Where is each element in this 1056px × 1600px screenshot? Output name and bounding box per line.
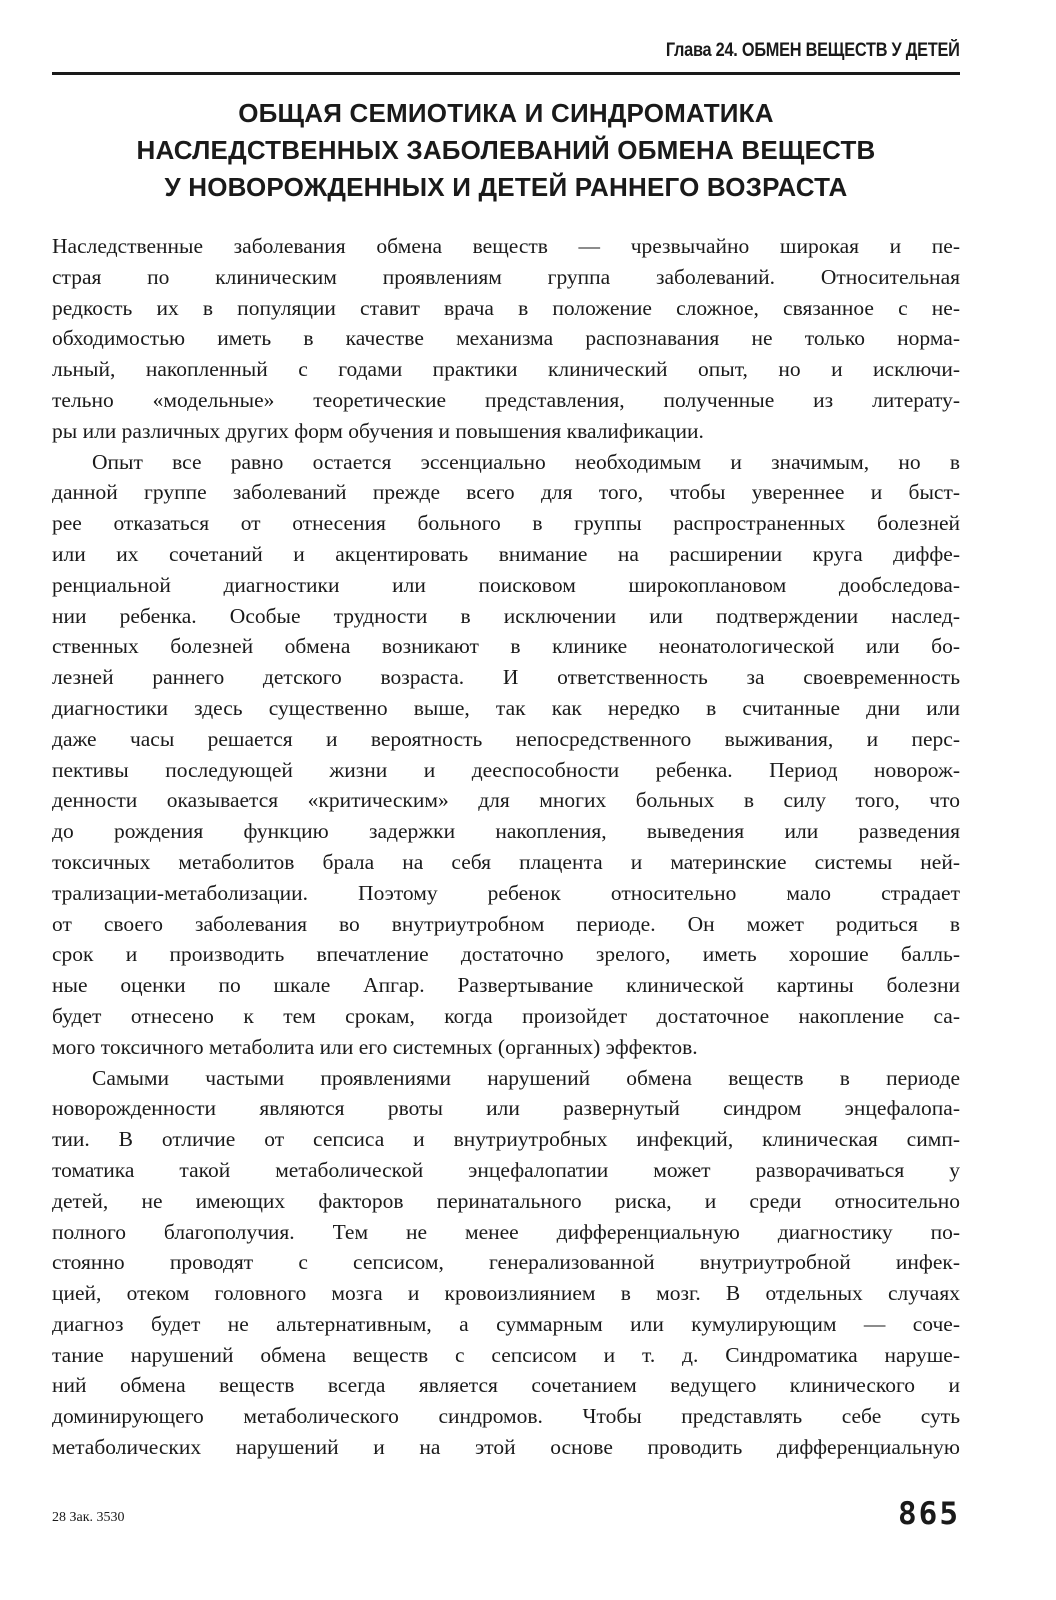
- text-line: данной группе заболеваний прежде всего для того, чтобы увереннее и быст-: [52, 480, 960, 505]
- text-line: даже часы решается и вероятность непосредственного выживания, и перс-: [52, 726, 960, 751]
- book-page: [52, 0, 960, 1600]
- text-line: Наследственные заболевания обмена веществ — чрезвычайно широкая и пе-: [52, 234, 960, 258]
- text-line: рее отказаться от отнесения больного в группы распространенных болезней: [52, 511, 960, 536]
- paragraph: [52, 1063, 960, 1463]
- text-line: мого токсичного метаболита или его системных (органных) эффектов.: [52, 1034, 698, 1059]
- text-line: тии. В отличие от сепсиса и внутриутробных инфекций, клиническая симп-: [52, 1127, 960, 1152]
- section-title: [52, 95, 960, 206]
- text-line: пективы последующей жизни и дееспособности ребенка. Период новорож-: [52, 757, 960, 782]
- signature-mark: 28 Зак. 3530: [52, 1510, 125, 1525]
- text-line: доминирующего метаболического синдромов. Чтобы представлять себе суть: [52, 1404, 960, 1429]
- text-line: тельно «модельные» теоретические представления, полученные из литерату-: [52, 387, 960, 412]
- text-line: срок и производить впечатление достаточно зрелого, иметь хорошие балль-: [52, 942, 960, 967]
- text-line: токсичных метаболитов брала на себя плацента и материнские системы ней-: [52, 849, 960, 874]
- text-line: денности оказывается «критическим» для многих больных в силу того, что: [52, 788, 960, 813]
- header-rule: [52, 72, 960, 75]
- text-line: ные оценки по шкале Апгар. Развертывание клинической картины болезни: [52, 973, 960, 998]
- text-line: томатика такой метаболической энцефалопатии может разворачиваться у: [52, 1157, 960, 1182]
- text-line: нии ребенка. Особые трудности в исключении или подтверждении наслед-: [52, 603, 960, 628]
- running-head: Глава 24. ОБМЕН ВЕЩЕСТВ У ДЕТЕЙ: [666, 40, 960, 61]
- section-title-line: У НОВОРОЖДЕННЫХ И ДЕТЕЙ РАННЕГО ВОЗРАСТА: [164, 172, 848, 202]
- text-line: будет отнесено к тем срокам, когда произойдет достаточное накопление са-: [52, 1003, 960, 1028]
- section-title-line: НАСЛЕДСТВЕННЫХ ЗАБОЛЕВАНИЙ ОБМЕНА ВЕЩЕСТВ: [136, 135, 876, 165]
- text-line: диагноз будет не альтернативным, а суммарным или кумулирующим — соче-: [52, 1311, 960, 1336]
- text-line: ры или различных других форм обучения и повышения квалификации.: [52, 418, 704, 443]
- text-line: Самыми частыми проявлениями нарушений обмена веществ в периоде: [92, 1065, 960, 1090]
- text-line: новорожденности являются рвоты или развернутый синдром энцефалопа-: [52, 1096, 960, 1121]
- page-number: 865: [898, 1496, 960, 1532]
- text-line: страя по клиническим проявлениям группа заболеваний. Относительная: [52, 264, 960, 289]
- text-line: или их сочетаний и акцентировать внимание на расширении круга диффе-: [52, 541, 960, 566]
- text-line: диагностики здесь существенно выше, так как нередко в считанные дни или: [52, 695, 960, 720]
- paragraph: [52, 231, 960, 447]
- section-title-line: ОБЩАЯ СЕМИОТИКА И СИНДРОМАТИКА: [238, 98, 774, 128]
- text-line: ренциальной диагностики или поисковом широкоплановом дообследова-: [52, 572, 960, 597]
- paragraph: [52, 447, 960, 1063]
- text-line: редкость их в популяции ставит врача в положение сложное, связанное с не-: [52, 295, 960, 320]
- text-line: тание нарушений обмена веществ с сепсисом и т. д. Синдроматика наруше-: [52, 1342, 960, 1367]
- text-line: обходимостью иметь в качестве механизма распознавания не только норма-: [52, 326, 960, 351]
- text-line: от своего заболевания во внутриутробном периоде. Он может родиться в: [52, 911, 960, 936]
- text-line: ний обмена веществ всегда является сочетанием ведущего клинического и: [52, 1373, 960, 1398]
- text-line: льный, накопленный с годами практики клинический опыт, но и исключи-: [52, 357, 960, 382]
- body-text: [52, 231, 960, 1463]
- text-line: Опыт все равно остается эссенциально необходимым и значимым, но в: [92, 449, 960, 474]
- text-line: стоянно проводят с сепсисом, генерализованной внутриутробной инфек-: [52, 1250, 960, 1275]
- text-line: лезней раннего детского возраста. И ответственность за своевременность: [52, 665, 960, 690]
- text-line: трализации-метаболизации. Поэтому ребенок относительно мало страдает: [52, 880, 960, 905]
- text-line: до рождения функцию задержки накопления, выведения или разведения: [52, 819, 960, 844]
- text-line: метаболических нарушений и на этой основе проводить дифференциальную: [52, 1435, 960, 1460]
- text-line: детей, не имеющих факторов перинатального риска, и среди относительно: [52, 1188, 960, 1213]
- text-line: ственных болезней обмена возникают в клинике неонатологической или бо-: [52, 634, 960, 659]
- text-line: полного благополучия. Тем не менее дифференциальную диагностику по-: [52, 1219, 960, 1244]
- text-line: цией, отеком головного мозга и кровоизлиянием в мозг. В отдельных случаях: [52, 1281, 960, 1306]
